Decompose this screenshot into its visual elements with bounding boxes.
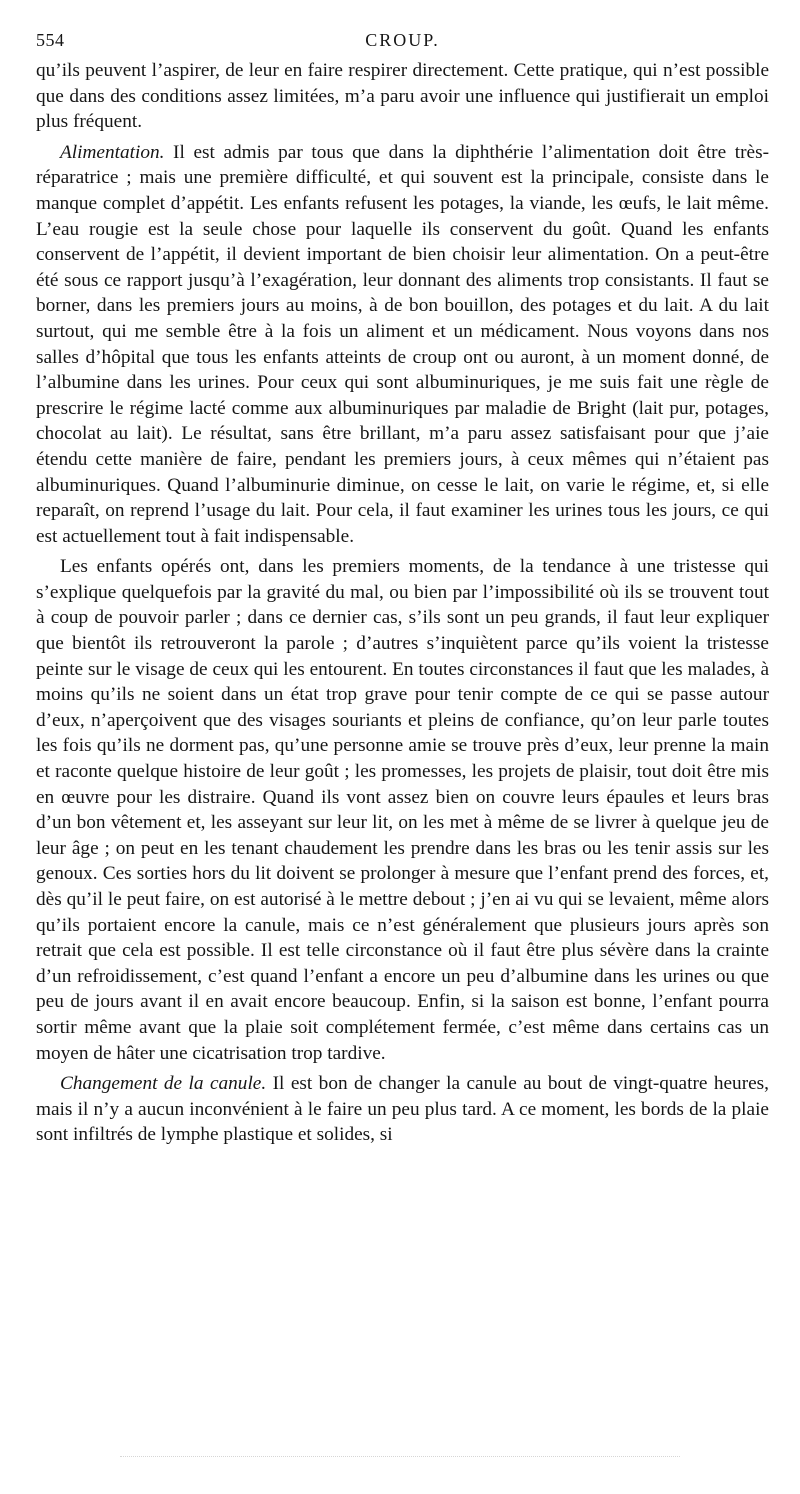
paragraph-text: Il est admis par tous que dans la diphthérie l’alimentation doit être très-réparatrice ; mais une première difficulté, et qui souvent est la principale, consiste dans le manque complet d’appétit. Les enfants refusent les potages, la viande, les œufs, le lait même. L’eau rougie est la seule chose pour laquelle ils conservent du goût. Quand les enfants conservent de l’appétit, il devient important de bien choisir leur alimentation. On a peut-être été sous ce rapport jusqu’à l’exagération, leur donnant des aliments trop consistants. Il faut se borner, dans les premiers jours au moins, à de bon bouillon, des potages et du lait. A du lait surtout, qui me semble être à la fois un aliment et un médicament. Nous voyons dans nos salles d’hôpital que tous les enfants atteints de croup ont ou auront, à un moment donné, de l’albumine dans les urines. Pour ceux qui sont albuminuriques, je me suis fait une règle de prescrire le régime lacté comme aux albuminuriques par maladie de Bright (lait pur, potages, chocolat au lait). Le résultat, sans être brillant, m’a paru assez satisfaisant pour que j’aie étendu cette manière de faire, pendant les premiers jours, à ceux mêmes qui n’étaient pas albuminuriques. Quand l’albuminurie diminue, on cesse le lait, on varie le régime, et, si elle reparaît, on reprend l’usage du lait. Pour cela, il faut examiner les urines tous les jours, ce qui est actuellement tout à fait indispensable. [36, 141, 769, 547]
paragraph-alimentation [36, 140, 769, 550]
paragraph-text: Il est bon de changer la canule au bout de vingt-quatre heures, mais il n’y a aucun inconvénient à le faire un peu plus tard. A ce moment, les bords de la plaie sont infiltrés de lymphe plastique et solides, si [36, 1073, 770, 1146]
page-bottom-smudge [120, 1456, 680, 1458]
paragraph-text: qu’ils peuvent l’aspirer, de leur en faire respirer directement. Cette pratique, qui n’est possible que dans des conditions assez limitées, m’a paru avoir une influence qui justifierait un emploi plus fréquent. [36, 60, 769, 133]
paragraph-continued [36, 58, 769, 135]
paragraph-text: Les enfants opérés ont, dans les premiers moments, de la tendance à une tristesse qui s’explique quelquefois par la gravité du mal, ou bien par l’impossibilité où ils se trouvent tout à coup de pouvoir parler ; dans ce dernier cas, s’ils sont un peu grands, il faut leur expliquer que bientôt ils retrouveront la parole ; d’autres s’inquiètent parce qu’ils voient la tristesse peinte sur le visage de ceux qui les entourent. En toutes circonstances il faut que les malades, à moins qu’ils ne soient dans un état trop grave pour tenir compte de ce qui se passe autour d’eux, n’aperçoivent que des visages souriants et pleins de confiance, qu’on leur parle toutes les fois qu’ils ne dorment pas, qu’une personne amie se trouve près d’eux, leur prenne la main et raconte quelque histoire de leur goût ; les promesses, les projets de plaisir, tout doit être mis en œuvre pour les distraire. Quand ils vont assez bien on couvre leurs épaules et leurs bras d’un bon vêtement et, les asseyant sur leur lit, on les met à même de se livrer à quelque jeu de leur âge ; on peut en les tenant chaudement les prendre dans les bras ou les tenir assis sur les genoux. Ces sorties hors du lit doivent se prolonger à mesure que l’enfant prend des forces, et, dès qu’il le peut faire, on est autorisé à le mettre debout ; j’en ai vu qui se levaient, même alors qu’ils portaient encore la canule, mais ce n’est généralement que plusieurs jours après son retrait que cela est possible. Il est telle circonstance où il faut être plus sévère dans la crainte d’un refroidissement, c’est quand l’enfant a encore un peu d’albumine dans les urines ou que peu de jours avant il en avait encore beaucoup. Enfin, si la saison est bonne, l’enfant pourra sortir même avant que la plaie soit complétement fermée, c’est même dans certains cas un moyen de hâter une cicatrisation trop tardive. [36, 556, 769, 1064]
paragraph-enfants-operes [36, 554, 769, 1066]
section-lead-alimentation: Alimentation. [60, 141, 165, 163]
body-text [36, 58, 769, 1148]
section-lead-changement-canule: Changement de la canule. [60, 1073, 267, 1095]
paragraph-changement-canule [36, 1071, 769, 1148]
page-number: 554 [36, 30, 65, 50]
running-title: CROUP. [365, 30, 440, 50]
running-head [36, 30, 769, 58]
book-page [36, 30, 769, 1153]
